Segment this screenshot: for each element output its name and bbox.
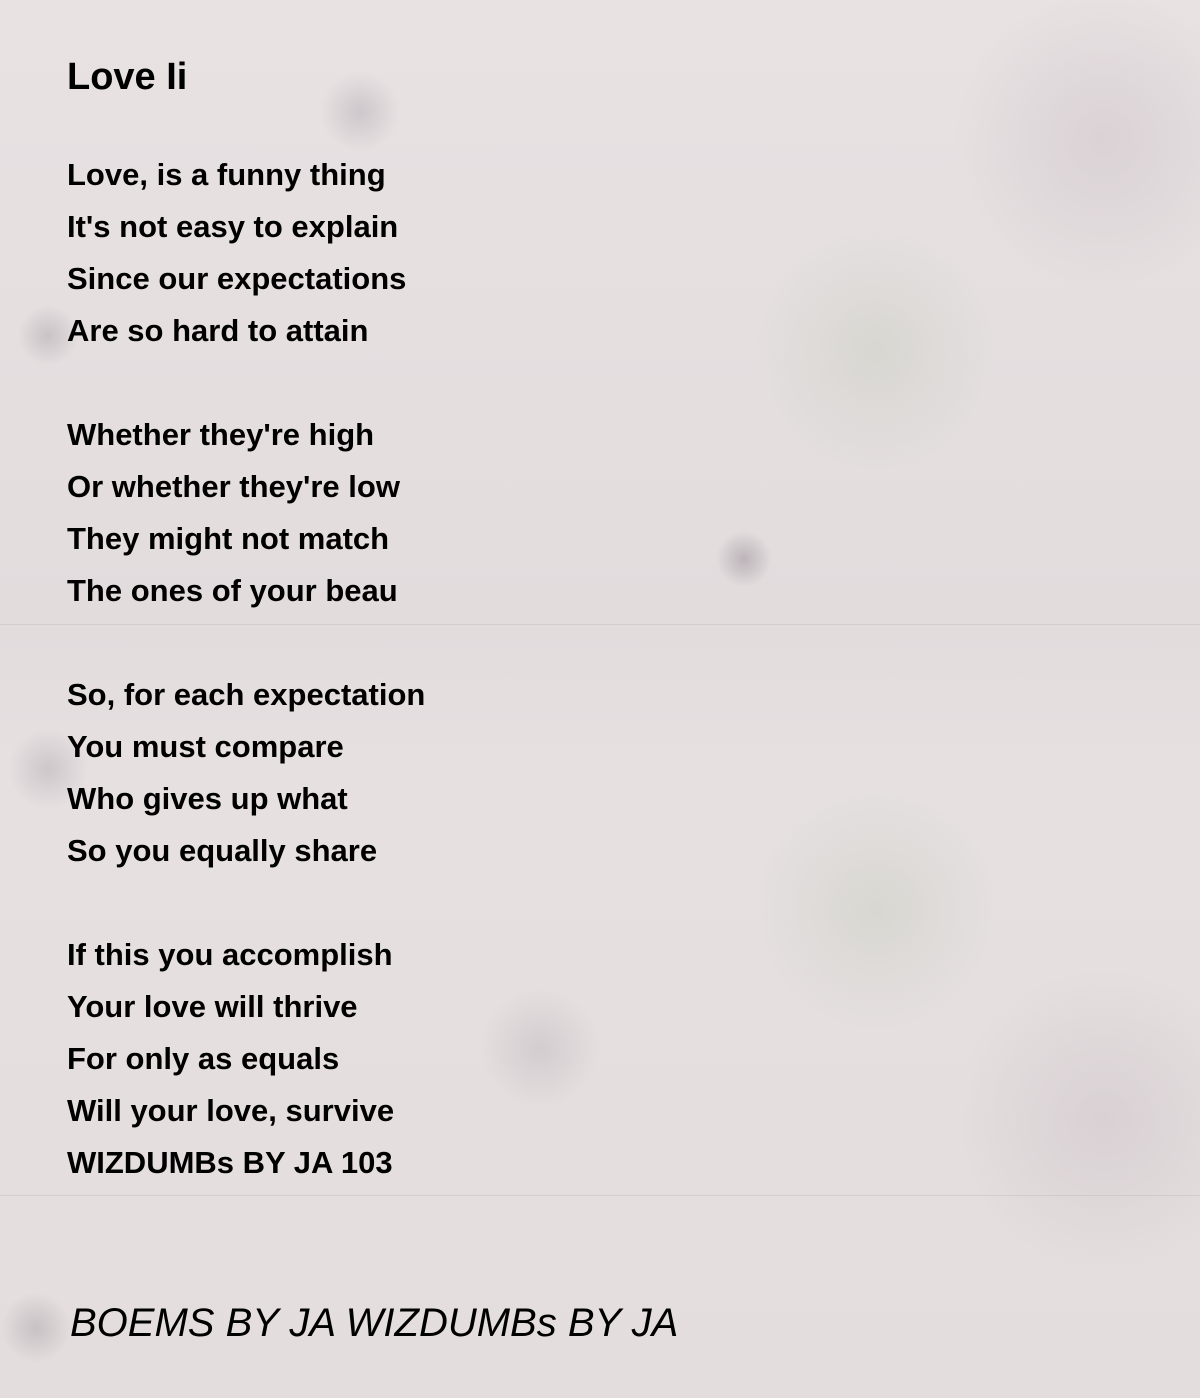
poem-line: Your love will thrive (67, 989, 358, 1024)
poem-line: Or whether they're low (67, 469, 400, 504)
poem-line: Are so hard to attain (67, 313, 369, 348)
stanza (67, 149, 767, 357)
poem-line: So you equally share (67, 833, 378, 868)
poem-line: It's not easy to explain (67, 209, 399, 244)
poem-line: For only as equals (67, 1041, 340, 1076)
poem-signature-line: WIZDUMBs BY JA 103 (67, 1145, 393, 1180)
poem-line: Whether they're high (67, 417, 375, 452)
poem-line: The ones of your beau (67, 573, 398, 608)
stanza (67, 669, 767, 877)
poem-line: So, for each expectation (67, 677, 426, 712)
stanza (67, 929, 767, 1189)
poem-line: You must compare (67, 729, 344, 764)
poem-line: Who gives up what (67, 781, 348, 816)
poem-line: Love, is a funny thing (67, 157, 386, 192)
poem-line: They might not match (67, 521, 390, 556)
stanza (67, 409, 767, 617)
poem-line: Will your love, survive (67, 1093, 395, 1128)
poem-line: If this you accomplish (67, 937, 393, 972)
author-credit: BOEMS BY JA WIZDUMBs BY JA (70, 1301, 679, 1345)
poem-line: Since our expectations (67, 261, 407, 296)
poem-title: Love Ii (67, 56, 188, 98)
poem-body (67, 149, 767, 1189)
